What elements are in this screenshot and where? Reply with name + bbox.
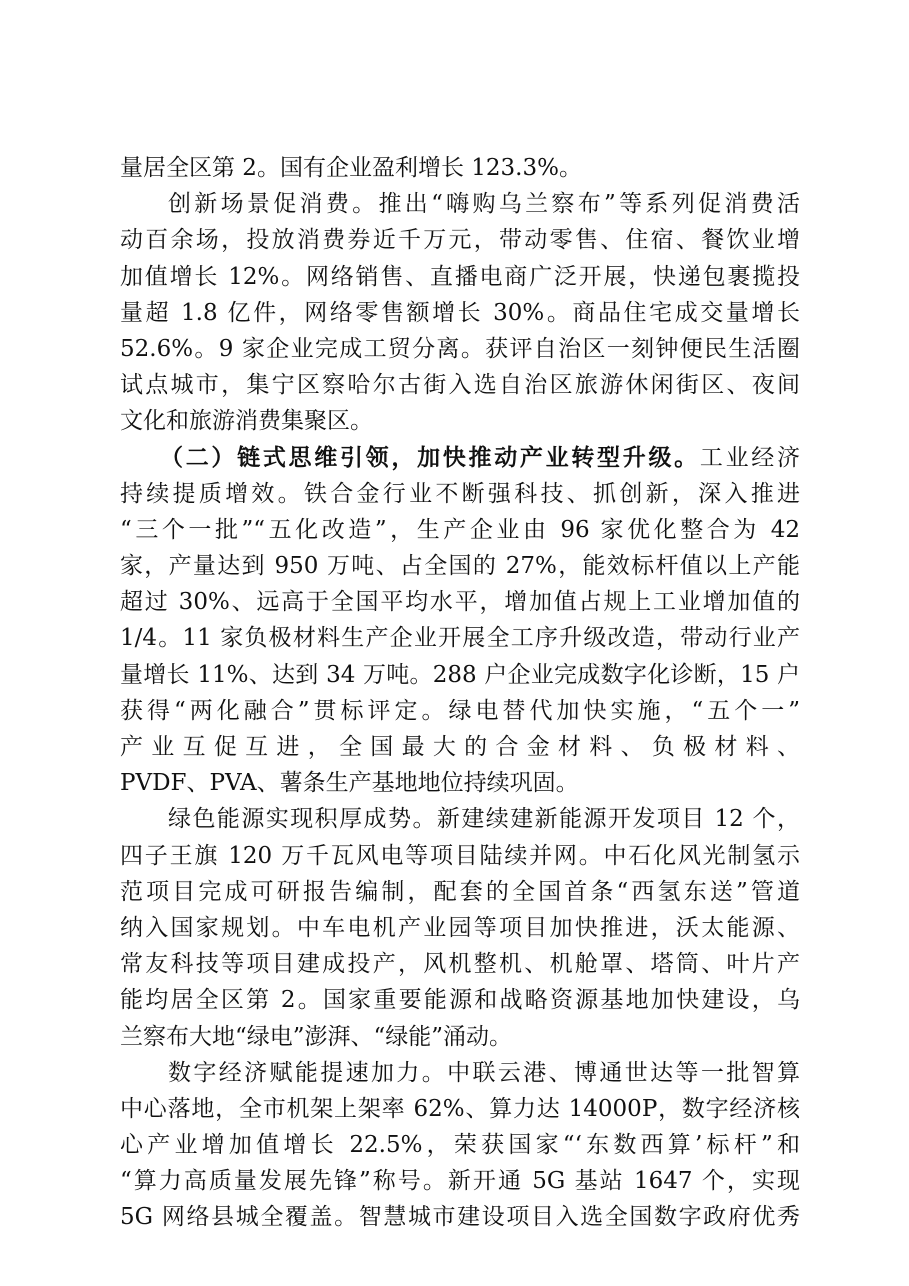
text-line: 量居全区第 2。国有企业盈利增长 123.3%。 <box>120 155 582 181</box>
text-line: 超过 30%、远高于全国平均水平，增加值占规上工业增加值的 <box>120 589 800 616</box>
text-line: “算力高质量发展先锋”称号。新开通 5G 基站 1647 个，实现 <box>120 1168 800 1195</box>
text-line: PVDF、PVA、薯条生产基地地位持续巩固。 <box>120 770 579 797</box>
text-line: “三个一批”“五化改造”，生产企业由 96 家优化整合为 42 <box>120 516 800 543</box>
text-line: 产业互促互进，全国最大的合金材料、负极材料、 <box>120 734 800 760</box>
section-heading: （二）链式思维引领，加快推动产业转型升级。 <box>160 443 700 471</box>
text-line: 范项目完成可研报告编制，配套的全国首条“西氢东送”管道 <box>120 878 800 905</box>
text-line: 动百余场，投放消费券近千万元，带动零售、住宿、餐饮业增 <box>120 227 800 254</box>
text-line: 量超 1.8 亿件，网络零售额增长 30%。商品住宅成交量增长 <box>120 299 800 326</box>
text-line: 四子王旗 120 万千瓦风电等项目陆续并网。中石化风光制氢示 <box>120 842 800 869</box>
text-run: 工业经济 <box>699 444 801 471</box>
text-line: 常友科技等项目建成投产，风机整机、机舱罩、塔筒、叶片产 <box>120 951 800 978</box>
text-line: 加值增长 12%。网络销售、直播电商广泛开展，快递包裹揽投 <box>120 263 800 290</box>
text-line: 家，产量达到 950 万吨、占全国的 27%，能效标杆值以上产能 <box>120 553 800 580</box>
section-heading-line <box>120 440 800 476</box>
text-line: 数字经济赋能提速加力。中联云港、博通世达等一批智算 <box>168 1059 800 1086</box>
text-line: 兰察布大地“绿电”澎湃、“绿能”涌动。 <box>120 1023 513 1050</box>
document-page <box>120 150 800 1236</box>
text-line: 获得“两化融合”贯标评定。绿电替代加快实施，“五个一” <box>120 697 800 724</box>
text-line: 持续提质增效。铁合金行业不断强科技、抓创新，深入推进 <box>120 480 800 507</box>
text-line: 52.6%。9 家企业完成工贸分离。获评自治区一刻钟便民生活圈 <box>120 335 800 362</box>
text-line: 文化和旅游消费集聚区。 <box>120 408 373 435</box>
text-line: 试点城市，集宁区察哈尔古街入选自治区旅游休闲街区、夜间 <box>120 372 800 399</box>
text-line: 绿色能源实现积厚成势。新建续建新能源开发项目 12 个， <box>168 806 800 833</box>
text-line: 创新场景促消费。推出“嗨购乌兰察布”等系列促消费活 <box>168 191 800 218</box>
text-line: 能均居全区第 2。国家重要能源和战略资源基地加快建设，乌 <box>120 987 800 1014</box>
text-line: 1/4。11 家负极材料生产企业开展全工序升级改造，带动行业产 <box>120 625 800 652</box>
text-line: 5G 网络县城全覆盖。智慧城市建设项目入选全国数字政府优秀 <box>120 1204 800 1231</box>
text-line: 中心落地，全市机架上架率 62%、算力达 14000P，数字经济核 <box>120 1095 800 1122</box>
text-line: 纳入国家规划。中车电机产业园等项目加快推进，沃太能源、 <box>120 914 800 941</box>
text-line: 心产业增加值增长 22.5%，荣获国家“‘东数西算’标杆”和 <box>120 1132 800 1159</box>
text-line: 量增长 11%、达到 34 万吨。288 户企业完成数字化诊断，15 户 <box>120 661 800 688</box>
